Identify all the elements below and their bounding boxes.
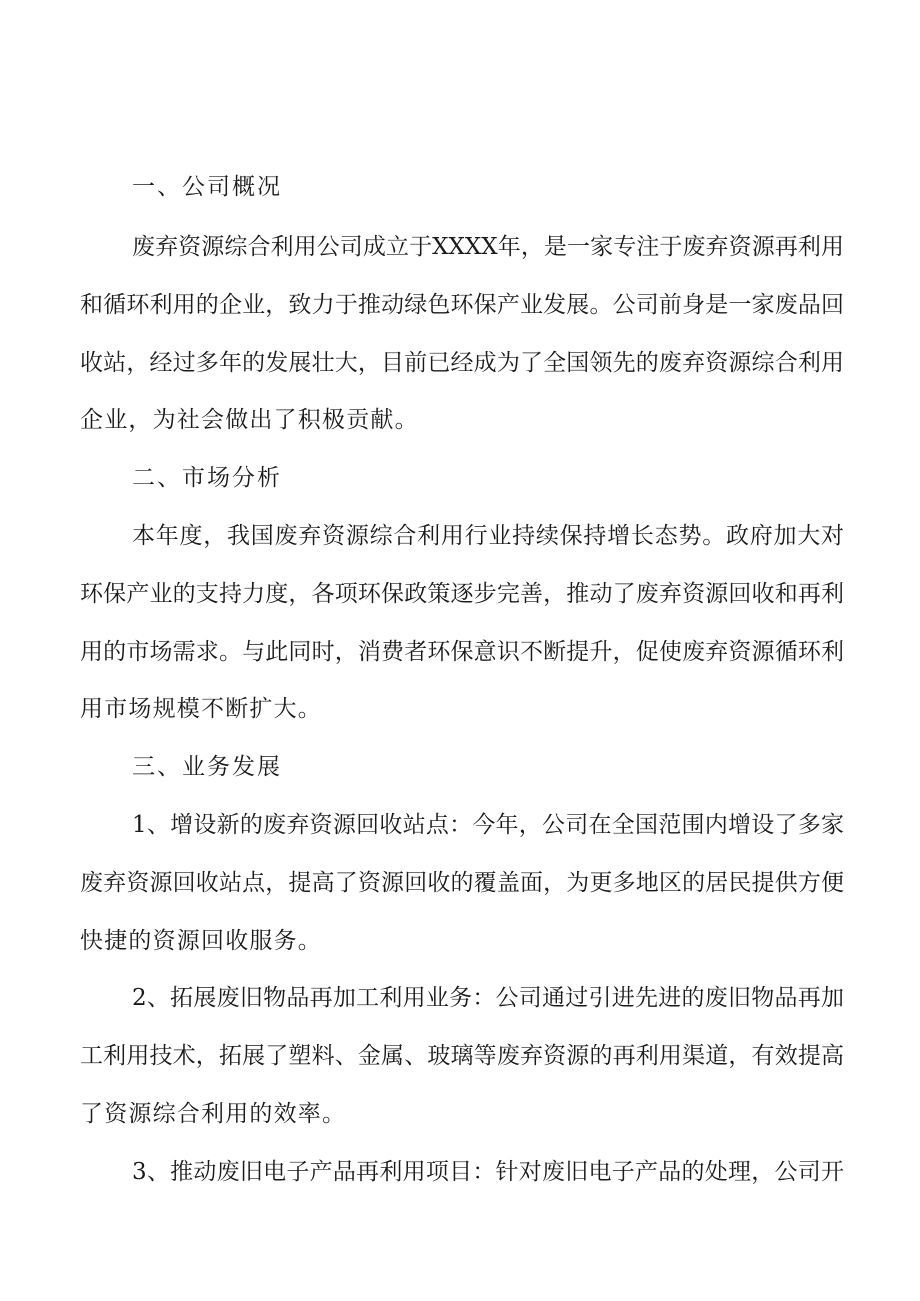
section-heading-market: 二、市场分析 — [132, 465, 282, 491]
paragraph-line: 1、增设新的废弃资源回收站点：今年，公司在全国范围内增设了多家 — [132, 812, 844, 838]
paragraph-line: 2、拓展废旧物品再加工利用业务：公司通过引进先进的废旧物品再加 — [132, 985, 844, 1011]
paragraph-line: 和循环利用的企业，致力于推动绿色环保产业发展。公司前身是一家废品回 — [80, 292, 844, 318]
paragraph-line: 工利用技术，拓展了塑料、金属、玻璃等废弃资源的再利用渠道，有效提高 — [80, 1043, 844, 1069]
paragraph-line: 3、推动废旧电子产品再利用项目：针对废旧电子产品的处理，公司开 — [132, 1159, 844, 1185]
paragraph-line: 企业，为社会做出了积极贡献。 — [80, 407, 419, 433]
paragraph-line: 环保产业的支持力度，各项环保政策逐步完善，推动了废弃资源回收和再利 — [80, 581, 844, 607]
paragraph-line: 用的市场需求。与此同时，消费者环保意识不断提升，促使废弃资源循环利 — [80, 639, 844, 665]
paragraph-line: 了资源综合利用的效率。 — [80, 1101, 347, 1127]
paragraph-line: 用市场规模不断扩大。 — [80, 696, 322, 722]
paragraph-line: 收站，经过多年的发展壮大，目前已经成为了全国领先的废弃资源综合利用 — [80, 350, 844, 376]
paragraph-line: 快捷的资源回收服务。 — [80, 928, 322, 954]
section-heading-business: 三、业务发展 — [132, 754, 282, 780]
paragraph-line: 废弃资源回收站点，提高了资源回收的覆盖面，为更多地区的居民提供方便 — [80, 870, 844, 896]
paragraph-line: 废弃资源综合利用公司成立于XXXX年，是一家专注于废弃资源再利用 — [132, 234, 844, 260]
paragraph-line: 本年度，我国废弃资源综合利用行业持续保持增长态势。政府加大对 — [132, 523, 844, 549]
section-heading-overview: 一、公司概况 — [132, 174, 282, 200]
